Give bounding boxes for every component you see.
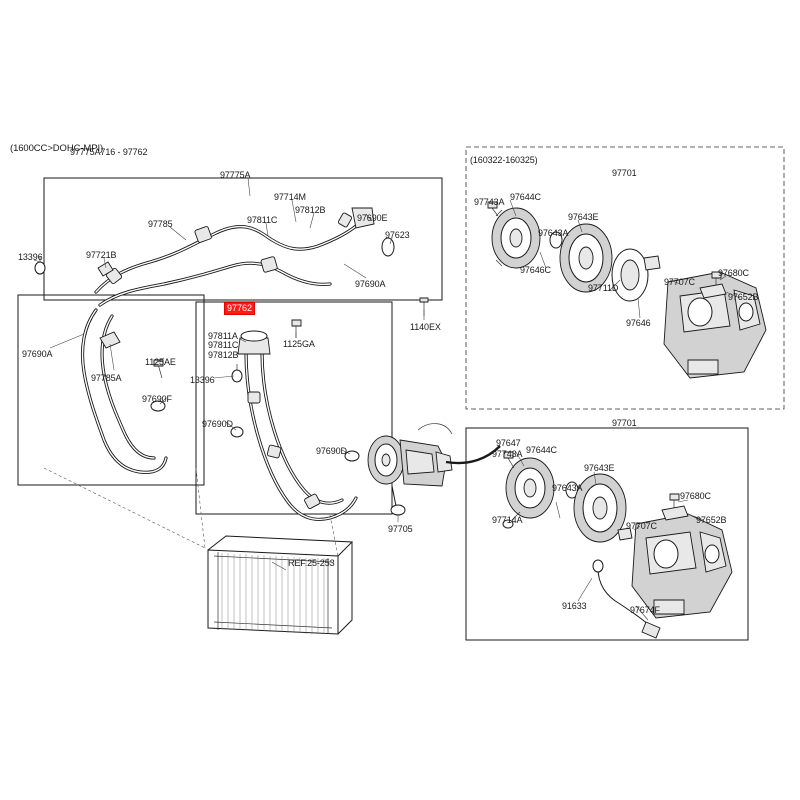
part-label-97652B-top: 97652B: [728, 292, 759, 302]
part-label-97714M: 97714M: [274, 192, 306, 202]
part-label-97743A-top: 97743A: [474, 197, 505, 207]
part-label-1125GA: 1125GA: [283, 339, 315, 349]
diagram-subtitle: 97775A716 - 97762: [70, 147, 148, 157]
part-label-97623: 97623: [385, 230, 410, 240]
reference-note: REF.25-253: [288, 558, 335, 568]
top-right-compressor-art: [488, 200, 766, 378]
part-label-97680C-top: 97680C: [718, 268, 749, 278]
panel-code-97701-top: 97701: [612, 168, 637, 178]
part-label-97775A: 97775A: [220, 170, 251, 180]
part-label-97646: 97646: [626, 318, 651, 328]
part-label-13396-upper: 13396: [18, 252, 43, 262]
part-label-97812B-lower: 97812B: [208, 350, 239, 360]
highlighted-part-label[interactable]: 97762: [224, 302, 255, 315]
part-label-97714A: 97714A: [492, 515, 523, 525]
diagram-title: (1600CC>DOHC-MPI): [10, 143, 104, 154]
condenser-art: [208, 536, 352, 634]
part-label-97811C-lower: 97811C: [208, 340, 239, 350]
part-label-97690A-left: 97690A: [22, 349, 53, 359]
part-label-97652B-bottom: 97652B: [696, 515, 727, 525]
part-label-1140EX: 1140EX: [410, 322, 441, 332]
panel-caption-date-range: (160322-160325): [470, 155, 538, 165]
part-label-97690E: 97690E: [357, 213, 388, 223]
part-label-97705: 97705: [388, 524, 413, 534]
part-label-97785: 97785: [148, 219, 173, 229]
part-label-97690A-right: 97690A: [355, 279, 386, 289]
part-label-97680C-bottom: 97680C: [680, 491, 711, 501]
part-label-97643E-top: 97643E: [568, 212, 599, 222]
part-label-97643A-top: 97643A: [538, 228, 569, 238]
part-label-97721B: 97721B: [86, 250, 117, 260]
part-label-97646C: 97646C: [520, 265, 551, 275]
part-label-97707C-bottom: 97707C: [626, 521, 657, 531]
part-label-97811A: 97811A: [208, 331, 238, 341]
part-label-97643A-bottom: 97643A: [552, 483, 583, 493]
part-label-97674F: 97674F: [630, 605, 660, 615]
part-label-97743A-bottom: 97743A: [492, 449, 523, 459]
part-label-97643E-bottom: 97643E: [584, 463, 615, 473]
part-label-97644C-top: 97644C: [510, 192, 541, 202]
part-label-97690F: 97690F: [142, 394, 172, 404]
part-label-97811C-upper: 97811C: [247, 215, 278, 225]
part-label-97644C-bottom: 97644C: [526, 445, 557, 455]
panel-code-97701-bottom: 97701: [612, 418, 637, 428]
part-label-13396-lower: 13396: [190, 375, 215, 385]
bottom-right-compressor-art: [503, 452, 732, 638]
part-label-97707C-top: 97707C: [664, 277, 695, 287]
left-compressor-art: [368, 424, 452, 515]
part-label-97812B-upper: 97812B: [295, 205, 326, 215]
part-label-97690D-right: 97690D: [316, 446, 347, 456]
part-label-97690D-left: 97690D: [202, 419, 233, 429]
part-label-97647: 97647: [496, 438, 521, 448]
part-label-91633: 91633: [562, 601, 587, 611]
part-label-97711D: 97711D: [588, 283, 619, 293]
part-label-97785A: 97785A: [91, 373, 122, 383]
part-label-1125AE: 1125AE: [145, 357, 176, 367]
